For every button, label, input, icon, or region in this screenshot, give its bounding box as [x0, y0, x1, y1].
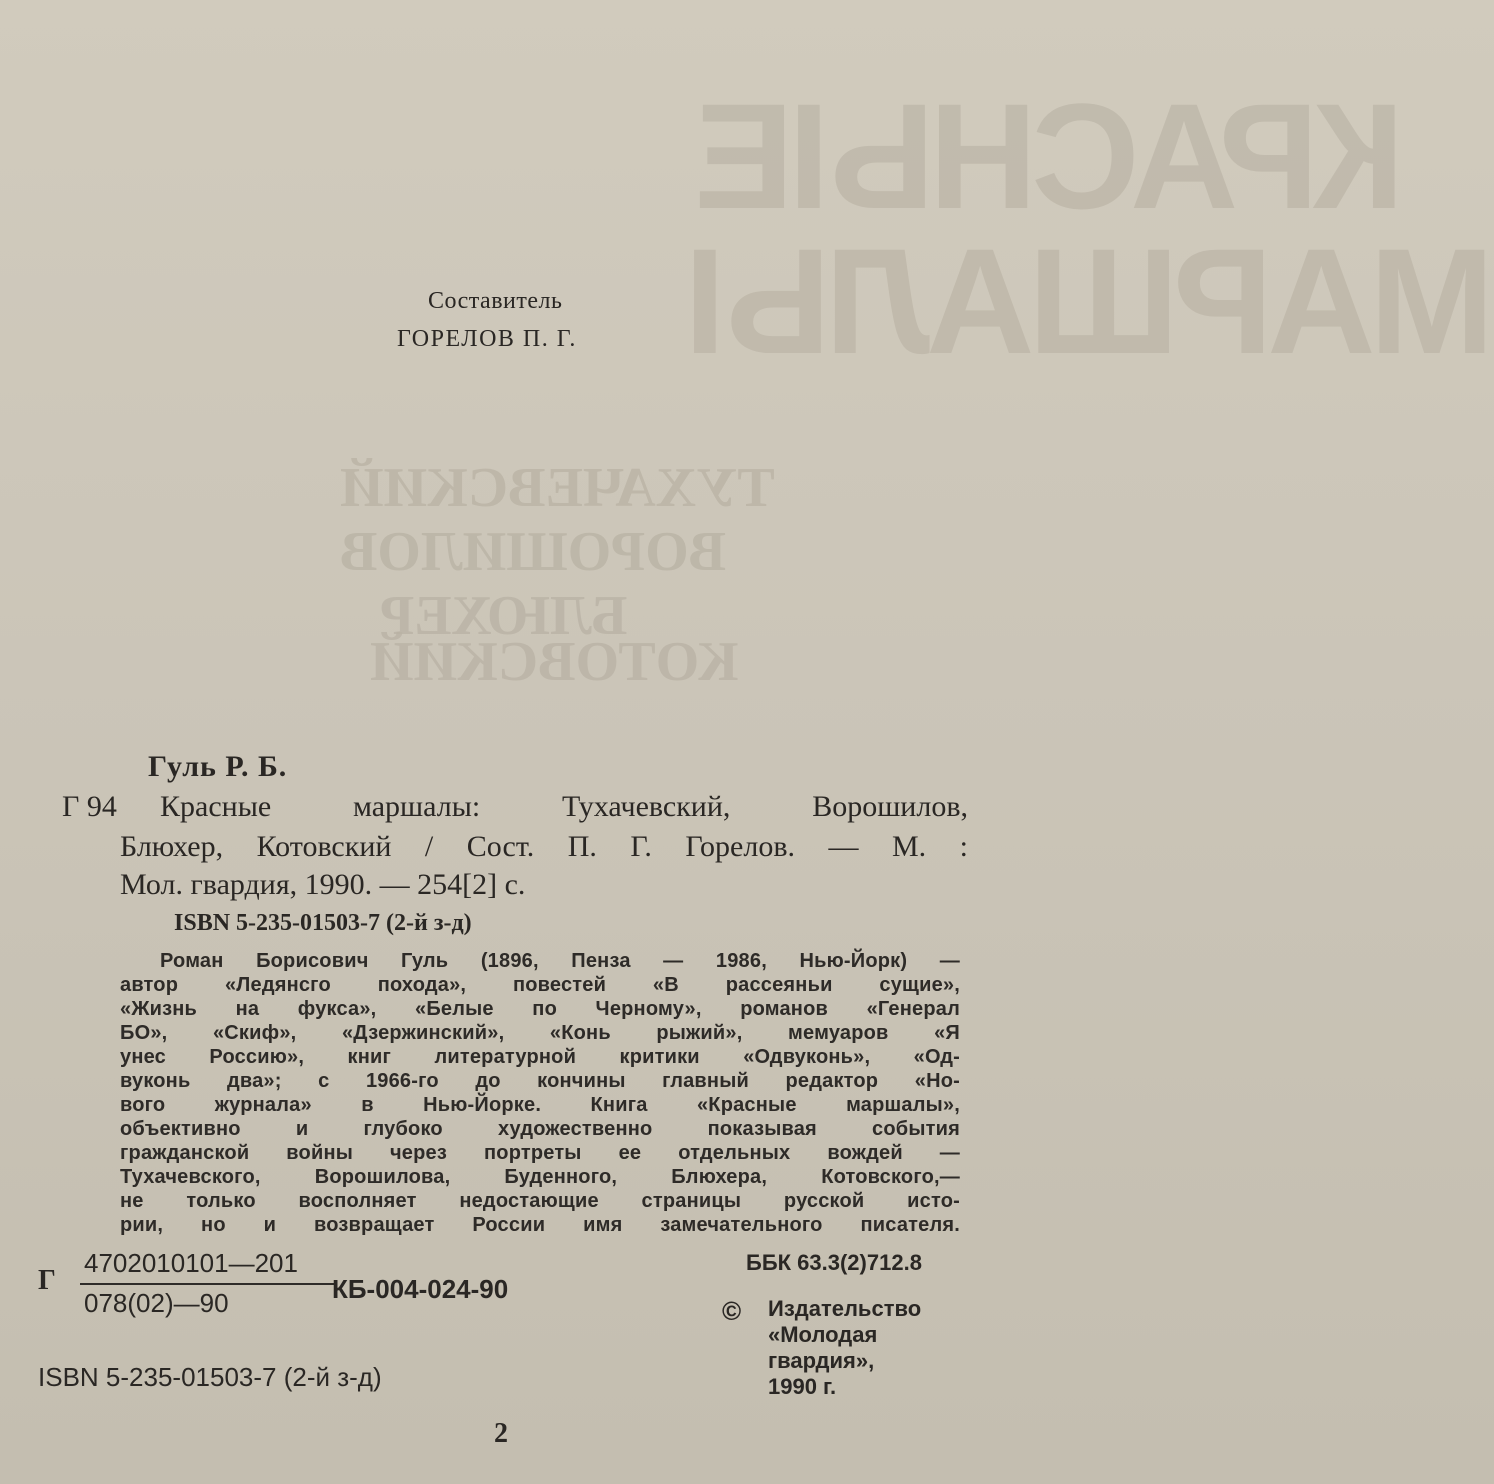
annotation-line: унес Россию», книг литературной критики «Одвуконь», «Од- [120, 1046, 960, 1068]
show-through-ghost: КОТОВСКИЙ [370, 631, 739, 693]
annotation-line: Роман Борисович Гуль (1896, Пенза — 1986, Нью-Йорк) — [160, 950, 960, 972]
compiler-name: ГОРЕЛОВ П. Г. [397, 326, 577, 352]
bibliographic-line: Красные маршалы: Тухачевский, Ворошилов, [160, 790, 968, 823]
annotation-line: объективно и глубоко художественно показывая события [120, 1118, 960, 1140]
publisher-line: «Молодая [768, 1322, 878, 1347]
imprint-letter: Г [38, 1265, 56, 1296]
publisher-line: Издательство [768, 1296, 922, 1321]
show-through-ghost: БЛЮХЕР [380, 585, 628, 647]
bibliographic-line: Блюхер, Котовский / Сост. П. Г. Горелов. — М. : [120, 830, 968, 863]
imprint-code-denominator: 078(02)—90 [84, 1288, 229, 1318]
imprint-fraction-line [80, 1283, 336, 1285]
publisher-line: гвардия», [768, 1348, 875, 1373]
show-through-ghost: ТУХАЧЕВСКИЙ [340, 457, 775, 519]
bibliographic-line: Мол. гвардия, 1990. — 254[2] с. [120, 868, 526, 901]
annotation-line: БО», «Скиф», «Дзержинский», «Конь рыжий», мемуаров «Я [120, 1022, 960, 1044]
annotation-line: вуконь два»; с 1966-го до кончины главный редактор «Но- [120, 1070, 960, 1092]
imprint-code-numerator: 4702010101—201 [84, 1248, 298, 1278]
catalog-author: Гуль Р. Б. [148, 750, 288, 783]
catalog-code: Г 94 [62, 790, 117, 823]
bbk-code: ББК 63.3(2)712.8 [746, 1250, 922, 1275]
show-through-ghost: МАРШАЛЫ [690, 217, 1494, 385]
annotation-line: вого журнала» в Нью-Йорке. Книга «Красные маршалы», [120, 1094, 960, 1116]
annotation-line: Тухачевского, Ворошилова, Буденного, Блюхера, Котовского,— [120, 1166, 960, 1188]
page-number: 2 [494, 1418, 508, 1449]
annotation-line: «Жизнь на фукса», «Белые по Черному», романов «Генерал [120, 998, 960, 1020]
annotation-line: не только восполняет недостающие страницы русской исто- [120, 1190, 960, 1212]
copyright-icon: © [722, 1296, 742, 1326]
publisher-line: 1990 г. [768, 1374, 837, 1399]
compiler-label: Составитель [428, 288, 563, 314]
show-through-ghost: КРАСНЫЕ [700, 72, 1405, 240]
annotation-line: автор «Ледянсго похода», повестей «В рассеяньи сущие», [120, 974, 960, 996]
annotation-line: рии, но и возвращает России имя замечательного писателя. [120, 1214, 960, 1236]
annotation-line: гражданской войны через портреты ее отдельных вождей — [120, 1142, 960, 1164]
show-through-ghost: ВОРОШИЛОВ [340, 521, 727, 583]
imprint-kb-code: КБ-004-024-90 [332, 1274, 509, 1304]
catalog-isbn: ISBN 5-235-01503-7 (2-й з-д) [174, 910, 472, 936]
imprint-isbn: ISBN 5-235-01503-7 (2-й з-д) [38, 1362, 382, 1392]
